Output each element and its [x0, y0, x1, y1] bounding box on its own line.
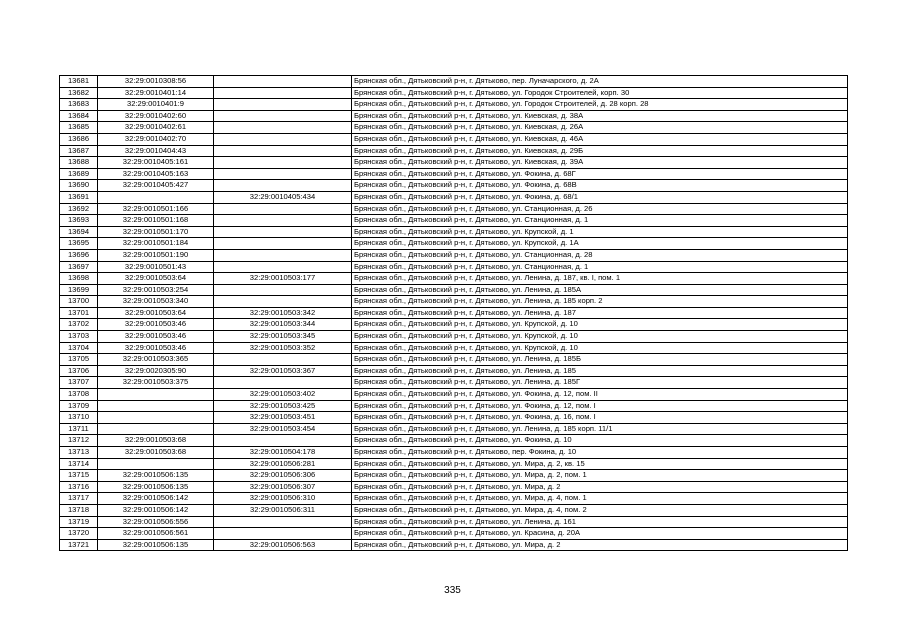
- table-row: [60, 273, 848, 285]
- row-number-cell: 13702: [60, 319, 98, 331]
- table-row: [60, 400, 848, 412]
- address-cell: Брянская обл., Дятьковский р-н, г. Дятьково, ул. Станционная, д. 1: [352, 261, 848, 273]
- address-cell: Брянская обл., Дятьковский р-н, г. Дятьково, ул. Ленина, д. 185А: [352, 284, 848, 296]
- land-cadastral-number-cell: 32:29:0010503:68: [98, 447, 214, 459]
- land-cadastral-number-cell: [98, 423, 214, 435]
- object-cadastral-number-cell: [214, 122, 352, 134]
- address-cell: Брянская обл., Дятьковский р-н, г. Дятьково, ул. Киевская, д. 39А: [352, 157, 848, 169]
- table-row: [60, 215, 848, 227]
- table-row: [60, 458, 848, 470]
- address-cell: Брянская обл., Дятьковский р-н, г. Дятьково, ул. Крупской, д. 10: [352, 342, 848, 354]
- table-row: [60, 342, 848, 354]
- table-row: [60, 168, 848, 180]
- address-cell: Брянская обл., Дятьковский р-н, г. Дятьково, ул. Фокина, д. 68/1: [352, 191, 848, 203]
- row-number-cell: 13713: [60, 447, 98, 459]
- object-cadastral-number-cell: 32:29:0010503:344: [214, 319, 352, 331]
- land-cadastral-number-cell: 32:29:0010503:64: [98, 307, 214, 319]
- row-number-cell: 13688: [60, 157, 98, 169]
- table-row: [60, 528, 848, 540]
- address-cell: Брянская обл., Дятьковский р-н, г. Дятьково, ул. Мира, д. 4, пом. 2: [352, 504, 848, 516]
- object-cadastral-number-cell: 32:29:0010506:306: [214, 470, 352, 482]
- object-cadastral-number-cell: 32:29:0010503:454: [214, 423, 352, 435]
- object-cadastral-number-cell: [214, 157, 352, 169]
- table-row: [60, 157, 848, 169]
- address-cell: Брянская обл., Дятьковский р-н, г. Дятьково, ул. Ленина, д. 185 корп. 2: [352, 296, 848, 308]
- land-cadastral-number-cell: 32:29:0010308:56: [98, 76, 214, 88]
- land-cadastral-number-cell: 32:29:0010401:14: [98, 87, 214, 99]
- row-number-cell: 13694: [60, 226, 98, 238]
- land-cadastral-number-cell: 32:29:0010404:43: [98, 145, 214, 157]
- table-row: [60, 365, 848, 377]
- row-number-cell: 13707: [60, 377, 98, 389]
- land-cadastral-number-cell: 32:29:0010401:9: [98, 99, 214, 111]
- object-cadastral-number-cell: [214, 215, 352, 227]
- object-cadastral-number-cell: 32:29:0010503:425: [214, 400, 352, 412]
- object-cadastral-number-cell: [214, 249, 352, 261]
- table-row: [60, 76, 848, 88]
- address-cell: Брянская обл., Дятьковский р-н, г. Дятьково, ул. Ленина, д. 187, кв. I, пом. 1: [352, 273, 848, 285]
- land-cadastral-number-cell: 32:29:0010405:427: [98, 180, 214, 192]
- table-row: [60, 423, 848, 435]
- table-row: [60, 389, 848, 401]
- object-cadastral-number-cell: [214, 168, 352, 180]
- address-cell: Брянская обл., Дятьковский р-н, г. Дятьково, ул. Ленина, д. 185: [352, 365, 848, 377]
- row-number-cell: 13711: [60, 423, 98, 435]
- object-cadastral-number-cell: 32:29:0010506:311: [214, 504, 352, 516]
- row-number-cell: 13717: [60, 493, 98, 505]
- row-number-cell: 13704: [60, 342, 98, 354]
- object-cadastral-number-cell: [214, 87, 352, 99]
- row-number-cell: 13708: [60, 389, 98, 401]
- row-number-cell: 13700: [60, 296, 98, 308]
- object-cadastral-number-cell: [214, 354, 352, 366]
- row-number-cell: 13690: [60, 180, 98, 192]
- land-cadastral-number-cell: 32:29:0010503:64: [98, 273, 214, 285]
- address-cell: Брянская обл., Дятьковский р-н, г. Дятьково, ул. Красина, д. 20А: [352, 528, 848, 540]
- address-cell: Брянская обл., Дятьковский р-н, г. Дятьково, ул. Мира, д. 2: [352, 481, 848, 493]
- object-cadastral-number-cell: 32:29:0010504:178: [214, 447, 352, 459]
- table-row: [60, 354, 848, 366]
- address-cell: Брянская обл., Дятьковский р-н, г. Дятьково, ул. Фокина, д. 68Г: [352, 168, 848, 180]
- table-row: [60, 307, 848, 319]
- object-cadastral-number-cell: [214, 238, 352, 250]
- land-cadastral-number-cell: 32:29:0010501:43: [98, 261, 214, 273]
- land-cadastral-number-cell: 32:29:0010503:375: [98, 377, 214, 389]
- land-cadastral-number-cell: 32:29:0010503:365: [98, 354, 214, 366]
- object-cadastral-number-cell: [214, 180, 352, 192]
- row-number-cell: 13714: [60, 458, 98, 470]
- table-row: [60, 296, 848, 308]
- land-cadastral-number-cell: 32:29:0010501:166: [98, 203, 214, 215]
- object-cadastral-number-cell: [214, 110, 352, 122]
- table-row: [60, 133, 848, 145]
- land-cadastral-number-cell: 32:29:0010503:46: [98, 342, 214, 354]
- table-row: [60, 284, 848, 296]
- address-cell: Брянская обл., Дятьковский р-н, г. Дятьково, пер. Луначарского, д. 2А: [352, 76, 848, 88]
- address-cell: Брянская обл., Дятьковский р-н, г. Дятьково, ул. Киевская, д. 38А: [352, 110, 848, 122]
- land-cadastral-number-cell: 32:29:0010405:163: [98, 168, 214, 180]
- row-number-cell: 13683: [60, 99, 98, 111]
- row-number-cell: 13715: [60, 470, 98, 482]
- land-cadastral-number-cell: 32:29:0010402:70: [98, 133, 214, 145]
- table-row: [60, 145, 848, 157]
- row-number-cell: 13684: [60, 110, 98, 122]
- address-cell: Брянская обл., Дятьковский р-н, г. Дятьково, ул. Киевская, д. 46А: [352, 133, 848, 145]
- land-cadastral-number-cell: 32:29:0010501:168: [98, 215, 214, 227]
- address-cell: Брянская обл., Дятьковский р-н, г. Дятьково, ул. Ленина, д. 185 корп. 11/1: [352, 423, 848, 435]
- address-cell: Брянская обл., Дятьковский р-н, г. Дятьково, ул. Станционная, д. 28: [352, 249, 848, 261]
- address-cell: Брянская обл., Дятьковский р-н, г. Дятьково, ул. Фокина, д. 16, пом. I: [352, 412, 848, 424]
- land-cadastral-number-cell: 32:29:0010501:184: [98, 238, 214, 250]
- row-number-cell: 13693: [60, 215, 98, 227]
- address-cell: Брянская обл., Дятьковский р-н, г. Дятьково, ул. Фокина, д. 68В: [352, 180, 848, 192]
- row-number-cell: 13695: [60, 238, 98, 250]
- land-cadastral-number-cell: 32:29:0010506:561: [98, 528, 214, 540]
- address-cell: Брянская обл., Дятьковский р-н, г. Дятьково, ул. Крупской, д. 1: [352, 226, 848, 238]
- row-number-cell: 13720: [60, 528, 98, 540]
- object-cadastral-number-cell: [214, 528, 352, 540]
- address-cell: Брянская обл., Дятьковский р-н, г. Дятьково, ул. Мира, д. 2, кв. 15: [352, 458, 848, 470]
- table-row: [60, 331, 848, 343]
- row-number-cell: 13710: [60, 412, 98, 424]
- address-cell: Брянская обл., Дятьковский р-н, г. Дятьково, ул. Ленина, д. 161: [352, 516, 848, 528]
- object-cadastral-number-cell: [214, 76, 352, 88]
- address-cell: Брянская обл., Дятьковский р-н, г. Дятьково, ул. Фокина, д. 12, пом. II: [352, 389, 848, 401]
- row-number-cell: 13687: [60, 145, 98, 157]
- table-row: [60, 493, 848, 505]
- land-cadastral-number-cell: 32:29:0010506:142: [98, 493, 214, 505]
- land-cadastral-number-cell: 32:29:0010506:135: [98, 539, 214, 551]
- object-cadastral-number-cell: 32:29:0010503:367: [214, 365, 352, 377]
- cadastral-table: [59, 75, 848, 551]
- table-row: [60, 99, 848, 111]
- row-number-cell: 13689: [60, 168, 98, 180]
- table-row: [60, 249, 848, 261]
- table-row: [60, 238, 848, 250]
- row-number-cell: 13696: [60, 249, 98, 261]
- object-cadastral-number-cell: 32:29:0010506:310: [214, 493, 352, 505]
- table-row: [60, 435, 848, 447]
- table-row: [60, 447, 848, 459]
- object-cadastral-number-cell: [214, 99, 352, 111]
- address-cell: Брянская обл., Дятьковский р-н, г. Дятьково, ул. Городок Строителей, д. 28 корп. 28: [352, 99, 848, 111]
- land-cadastral-number-cell: 32:29:0010501:170: [98, 226, 214, 238]
- row-number-cell: 13716: [60, 481, 98, 493]
- address-cell: Брянская обл., Дятьковский р-н, г. Дятьково, ул. Крупской, д. 10: [352, 319, 848, 331]
- row-number-cell: 13718: [60, 504, 98, 516]
- land-cadastral-number-cell: 32:29:0010405:161: [98, 157, 214, 169]
- table-row: [60, 539, 848, 551]
- object-cadastral-number-cell: 32:29:0010506:563: [214, 539, 352, 551]
- object-cadastral-number-cell: 32:29:0010503:402: [214, 389, 352, 401]
- row-number-cell: 13705: [60, 354, 98, 366]
- table-row: [60, 412, 848, 424]
- address-cell: Брянская обл., Дятьковский р-н, г. Дятьково, ул. Киевская, д. 29Б: [352, 145, 848, 157]
- address-cell: Брянская обл., Дятьковский р-н, г. Дятьково, ул. Станционная, д. 26: [352, 203, 848, 215]
- object-cadastral-number-cell: 32:29:0010503:451: [214, 412, 352, 424]
- address-cell: Брянская обл., Дятьковский р-н, г. Дятьково, ул. Фокина, д. 12, пом. I: [352, 400, 848, 412]
- address-cell: Брянская обл., Дятьковский р-н, г. Дятьково, ул. Ленина, д. 185Б: [352, 354, 848, 366]
- land-cadastral-number-cell: 32:29:0010506:135: [98, 481, 214, 493]
- object-cadastral-number-cell: 32:29:0010503:342: [214, 307, 352, 319]
- row-number-cell: 13685: [60, 122, 98, 134]
- land-cadastral-number-cell: 32:29:0010506:142: [98, 504, 214, 516]
- row-number-cell: 13706: [60, 365, 98, 377]
- land-cadastral-number-cell: 32:29:0010402:61: [98, 122, 214, 134]
- object-cadastral-number-cell: [214, 261, 352, 273]
- row-number-cell: 13698: [60, 273, 98, 285]
- table-row: [60, 110, 848, 122]
- table-body: [60, 76, 848, 551]
- land-cadastral-number-cell: [98, 400, 214, 412]
- object-cadastral-number-cell: [214, 133, 352, 145]
- land-cadastral-number-cell: 32:29:0010503:68: [98, 435, 214, 447]
- table-row: [60, 481, 848, 493]
- object-cadastral-number-cell: 32:29:0010503:345: [214, 331, 352, 343]
- land-cadastral-number-cell: 32:29:0010402:60: [98, 110, 214, 122]
- object-cadastral-number-cell: [214, 377, 352, 389]
- land-cadastral-number-cell: 32:29:0010501:190: [98, 249, 214, 261]
- table-row: [60, 87, 848, 99]
- table-row: [60, 504, 848, 516]
- object-cadastral-number-cell: [214, 435, 352, 447]
- address-cell: Брянская обл., Дятьковский р-н, г. Дятьково, ул. Мира, д. 2: [352, 539, 848, 551]
- address-cell: Брянская обл., Дятьковский р-н, г. Дятьково, ул. Станционная, д. 1: [352, 215, 848, 227]
- land-cadastral-number-cell: [98, 389, 214, 401]
- row-number-cell: 13703: [60, 331, 98, 343]
- object-cadastral-number-cell: [214, 516, 352, 528]
- object-cadastral-number-cell: [214, 145, 352, 157]
- row-number-cell: 13721: [60, 539, 98, 551]
- object-cadastral-number-cell: 32:29:0010405:434: [214, 191, 352, 203]
- land-cadastral-number-cell: 32:29:0020305:90: [98, 365, 214, 377]
- row-number-cell: 13682: [60, 87, 98, 99]
- land-cadastral-number-cell: 32:29:0010503:46: [98, 331, 214, 343]
- address-cell: Брянская обл., Дятьковский р-н, г. Дятьково, ул. Ленина, д. 185Г: [352, 377, 848, 389]
- table-row: [60, 516, 848, 528]
- row-number-cell: 13681: [60, 76, 98, 88]
- object-cadastral-number-cell: 32:29:0010506:281: [214, 458, 352, 470]
- land-cadastral-number-cell: [98, 458, 214, 470]
- land-cadastral-number-cell: 32:29:0010503:46: [98, 319, 214, 331]
- table-row: [60, 470, 848, 482]
- address-cell: Брянская обл., Дятьковский р-н, г. Дятьково, ул. Ленина, д. 187: [352, 307, 848, 319]
- object-cadastral-number-cell: [214, 203, 352, 215]
- object-cadastral-number-cell: 32:29:0010503:352: [214, 342, 352, 354]
- table-row: [60, 261, 848, 273]
- address-cell: Брянская обл., Дятьковский р-н, г. Дятьково, ул. Мира, д. 4, пом. 1: [352, 493, 848, 505]
- address-cell: Брянская обл., Дятьковский р-н, г. Дятьково, ул. Крупской, д. 10: [352, 331, 848, 343]
- row-number-cell: 13691: [60, 191, 98, 203]
- object-cadastral-number-cell: [214, 226, 352, 238]
- land-cadastral-number-cell: 32:29:0010503:340: [98, 296, 214, 308]
- land-cadastral-number-cell: [98, 412, 214, 424]
- land-cadastral-number-cell: 32:29:0010503:254: [98, 284, 214, 296]
- table-row: [60, 319, 848, 331]
- row-number-cell: 13686: [60, 133, 98, 145]
- row-number-cell: 13697: [60, 261, 98, 273]
- table-row: [60, 191, 848, 203]
- row-number-cell: 13712: [60, 435, 98, 447]
- land-cadastral-number-cell: [98, 191, 214, 203]
- row-number-cell: 13709: [60, 400, 98, 412]
- address-cell: Брянская обл., Дятьковский р-н, г. Дятьково, ул. Киевская, д. 26А: [352, 122, 848, 134]
- table-row: [60, 122, 848, 134]
- page-number: 335: [444, 585, 461, 596]
- object-cadastral-number-cell: 32:29:0010503:177: [214, 273, 352, 285]
- row-number-cell: 13701: [60, 307, 98, 319]
- table-row: [60, 226, 848, 238]
- table-row: [60, 377, 848, 389]
- table-row: [60, 180, 848, 192]
- table-row: [60, 203, 848, 215]
- address-cell: Брянская обл., Дятьковский р-н, г. Дятьково, ул. Крупской, д. 1А: [352, 238, 848, 250]
- address-cell: Брянская обл., Дятьковский р-н, г. Дятьково, ул. Городок Строителей, корп. 30: [352, 87, 848, 99]
- row-number-cell: 13692: [60, 203, 98, 215]
- row-number-cell: 13719: [60, 516, 98, 528]
- row-number-cell: 13699: [60, 284, 98, 296]
- address-cell: Брянская обл., Дятьковский р-н, г. Дятьково, пер. Фокина, д. 10: [352, 447, 848, 459]
- object-cadastral-number-cell: 32:29:0010506:307: [214, 481, 352, 493]
- land-cadastral-number-cell: 32:29:0010506:135: [98, 470, 214, 482]
- object-cadastral-number-cell: [214, 284, 352, 296]
- object-cadastral-number-cell: [214, 296, 352, 308]
- address-cell: Брянская обл., Дятьковский р-н, г. Дятьково, ул. Мира, д. 2, пом. 1: [352, 470, 848, 482]
- land-cadastral-number-cell: 32:29:0010506:556: [98, 516, 214, 528]
- address-cell: Брянская обл., Дятьковский р-н, г. Дятьково, ул. Фокина, д. 10: [352, 435, 848, 447]
